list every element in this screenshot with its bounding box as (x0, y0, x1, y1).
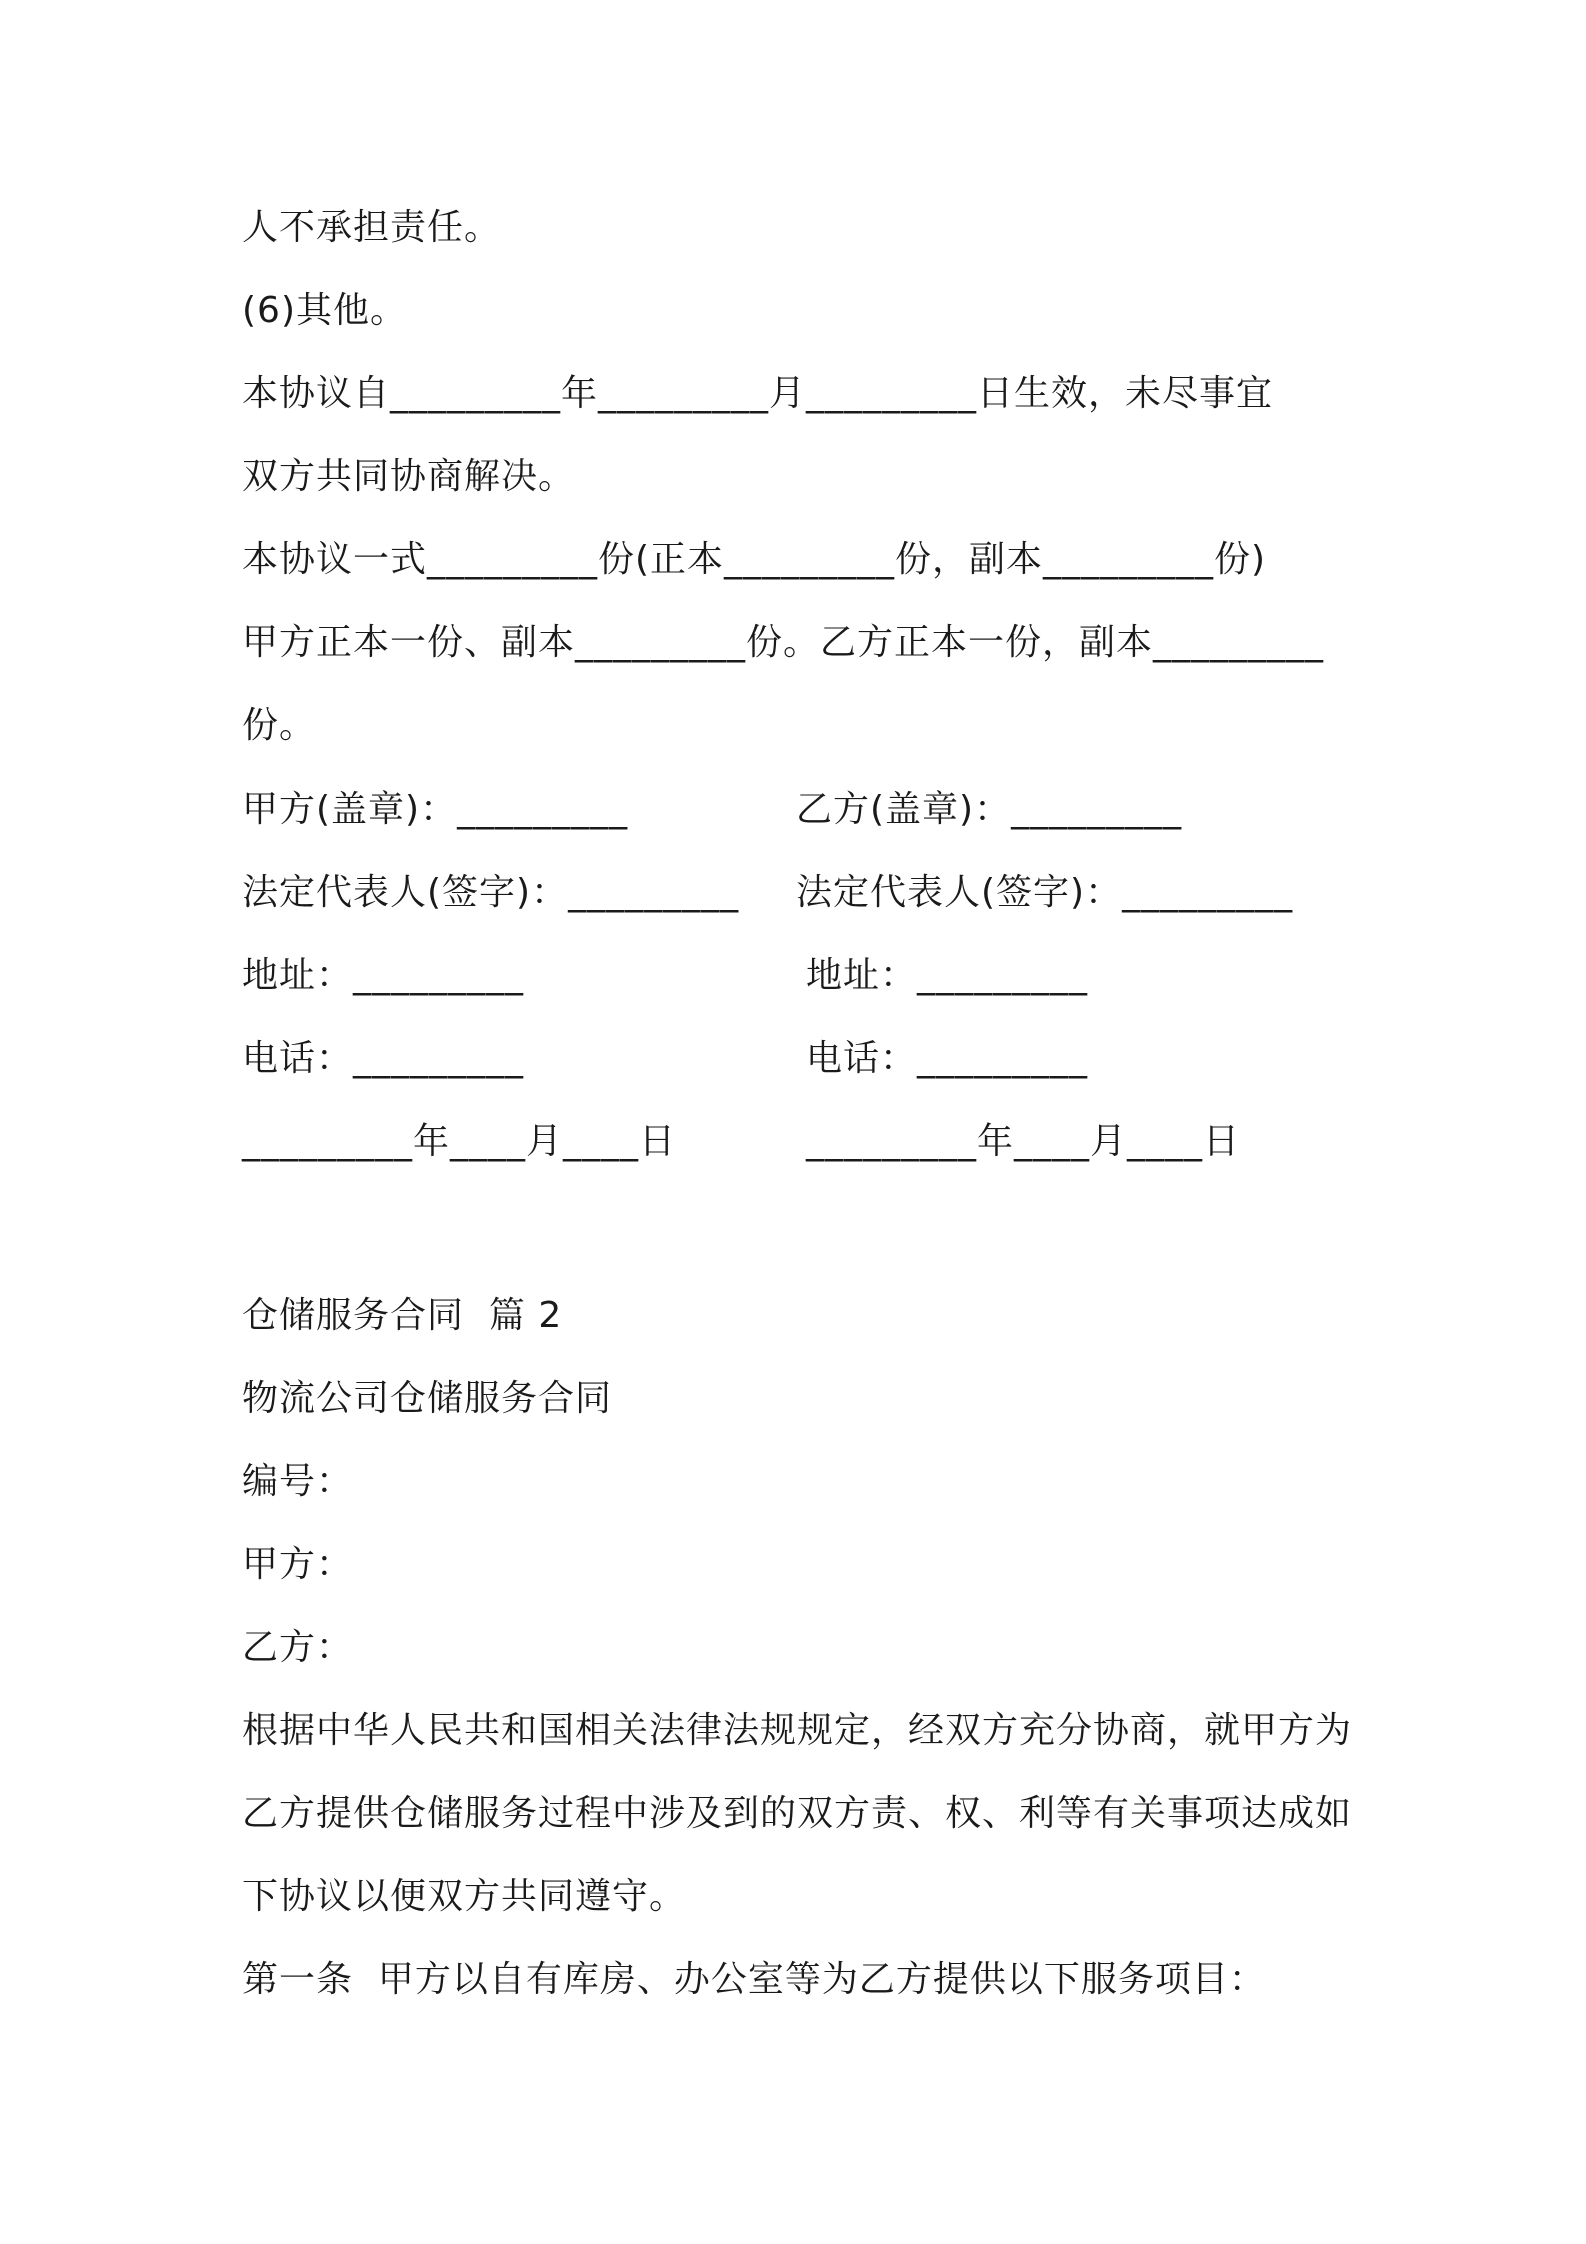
party-b-address: 地址：_________ (806, 955, 1089, 996)
party-b-label: 乙方： (242, 1627, 354, 1668)
paragraph-line: 乙方提供仓储服务过程中涉及到的双方责、权、利等有关事项达成如 (242, 1793, 1353, 1834)
contract-number: 编号： (242, 1461, 354, 1502)
party-b-representative: 法定代表人(签字)：_________ (796, 872, 1294, 913)
party-a-date: _________年____月____日 (242, 1121, 676, 1162)
paragraph-line: 根据中华人民共和国相关法律法规规定，经双方充分协商，就甲方为 (242, 1710, 1353, 1751)
party-a-address: 地址：_________ (242, 955, 525, 996)
copies-distribution-line: 甲方正本一份、副本_________份。乙方正本一份，副本_________ (242, 622, 1325, 663)
effective-date-line: 本协议自_________年_________月_________日生效，未尽事宜 (242, 373, 1274, 414)
party-b-date: _________年____月____日 (806, 1121, 1240, 1162)
text-line: 份。 (242, 705, 317, 746)
paragraph-line: 下协议以便双方共同遵守。 (242, 1876, 687, 1917)
text-line: 人不承担责任。 (242, 207, 502, 248)
contract-subtitle: 物流公司仓储服务合同 (242, 1378, 613, 1419)
article-1: 第一条 甲方以自有库房、办公室等为乙方提供以下服务项目： (242, 1959, 1266, 2000)
party-a-label: 甲方： (242, 1544, 354, 1585)
party-a-phone: 电话：_________ (242, 1038, 525, 1079)
section-title: 仓储服务合同 篇 2 (242, 1295, 563, 1336)
text-line: (6)其他。 (242, 290, 407, 331)
party-a-seal: 甲方(盖章)：_________ (242, 789, 629, 830)
party-b-seal: 乙方(盖章)：_________ (796, 789, 1183, 830)
text-line: 双方共同协商解决。 (242, 456, 576, 497)
party-a-representative: 法定代表人(签字)：_________ (242, 872, 740, 913)
party-b-phone: 电话：_________ (806, 1038, 1089, 1079)
copies-line: 本协议一式_________份(正本_________份，副本_________份) (242, 539, 1267, 580)
